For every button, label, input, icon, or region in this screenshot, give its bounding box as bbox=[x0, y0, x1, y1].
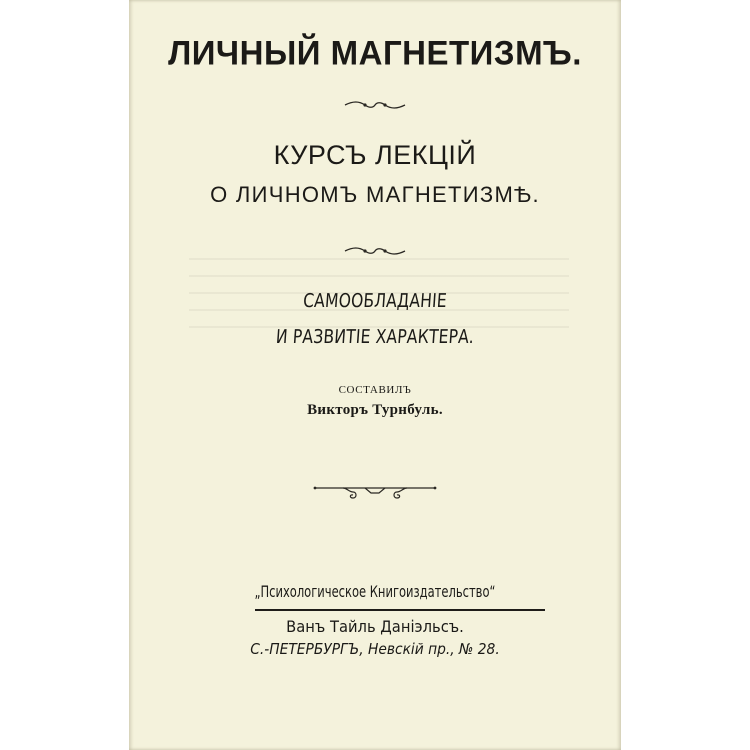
scroll-flourish-icon bbox=[313, 480, 437, 506]
ornament-divider-2 bbox=[129, 244, 621, 258]
subtitle-line-1: КУРСЪ ЛЕКЦІЙ bbox=[273, 140, 477, 170]
flourish-icon bbox=[343, 244, 407, 258]
publisher-name: Ванъ Тайль Даніэльсъ. bbox=[286, 617, 464, 636]
compiled-by-label: СОСТАВИЛЪ bbox=[338, 384, 412, 396]
publisher-rule bbox=[255, 609, 545, 611]
author-name: Викторъ Турнбуль. bbox=[307, 402, 443, 418]
ornament-divider-1 bbox=[129, 98, 621, 112]
book-title-page bbox=[129, 0, 621, 750]
ornament-divider-3 bbox=[129, 480, 621, 506]
publisher-address: С.-ПЕТЕРБУРГЪ, Невскій пр., № 28. bbox=[250, 640, 500, 658]
flourish-icon bbox=[343, 98, 407, 112]
book-title: ЛИЧНЫЙ МАГНЕТИЗМЪ. bbox=[168, 33, 582, 72]
publisher-label: „Психологическое Книгоиздательство“ bbox=[254, 582, 496, 601]
section-line-1: САМООБЛАДАНІЕ bbox=[302, 290, 448, 312]
subtitle-line-2: О ЛИЧНОМЪ МАГНЕТИЗМѢ. bbox=[210, 182, 540, 207]
section-line-2: И РАЗВИТІЕ ХАРАКТЕРА. bbox=[275, 326, 475, 348]
